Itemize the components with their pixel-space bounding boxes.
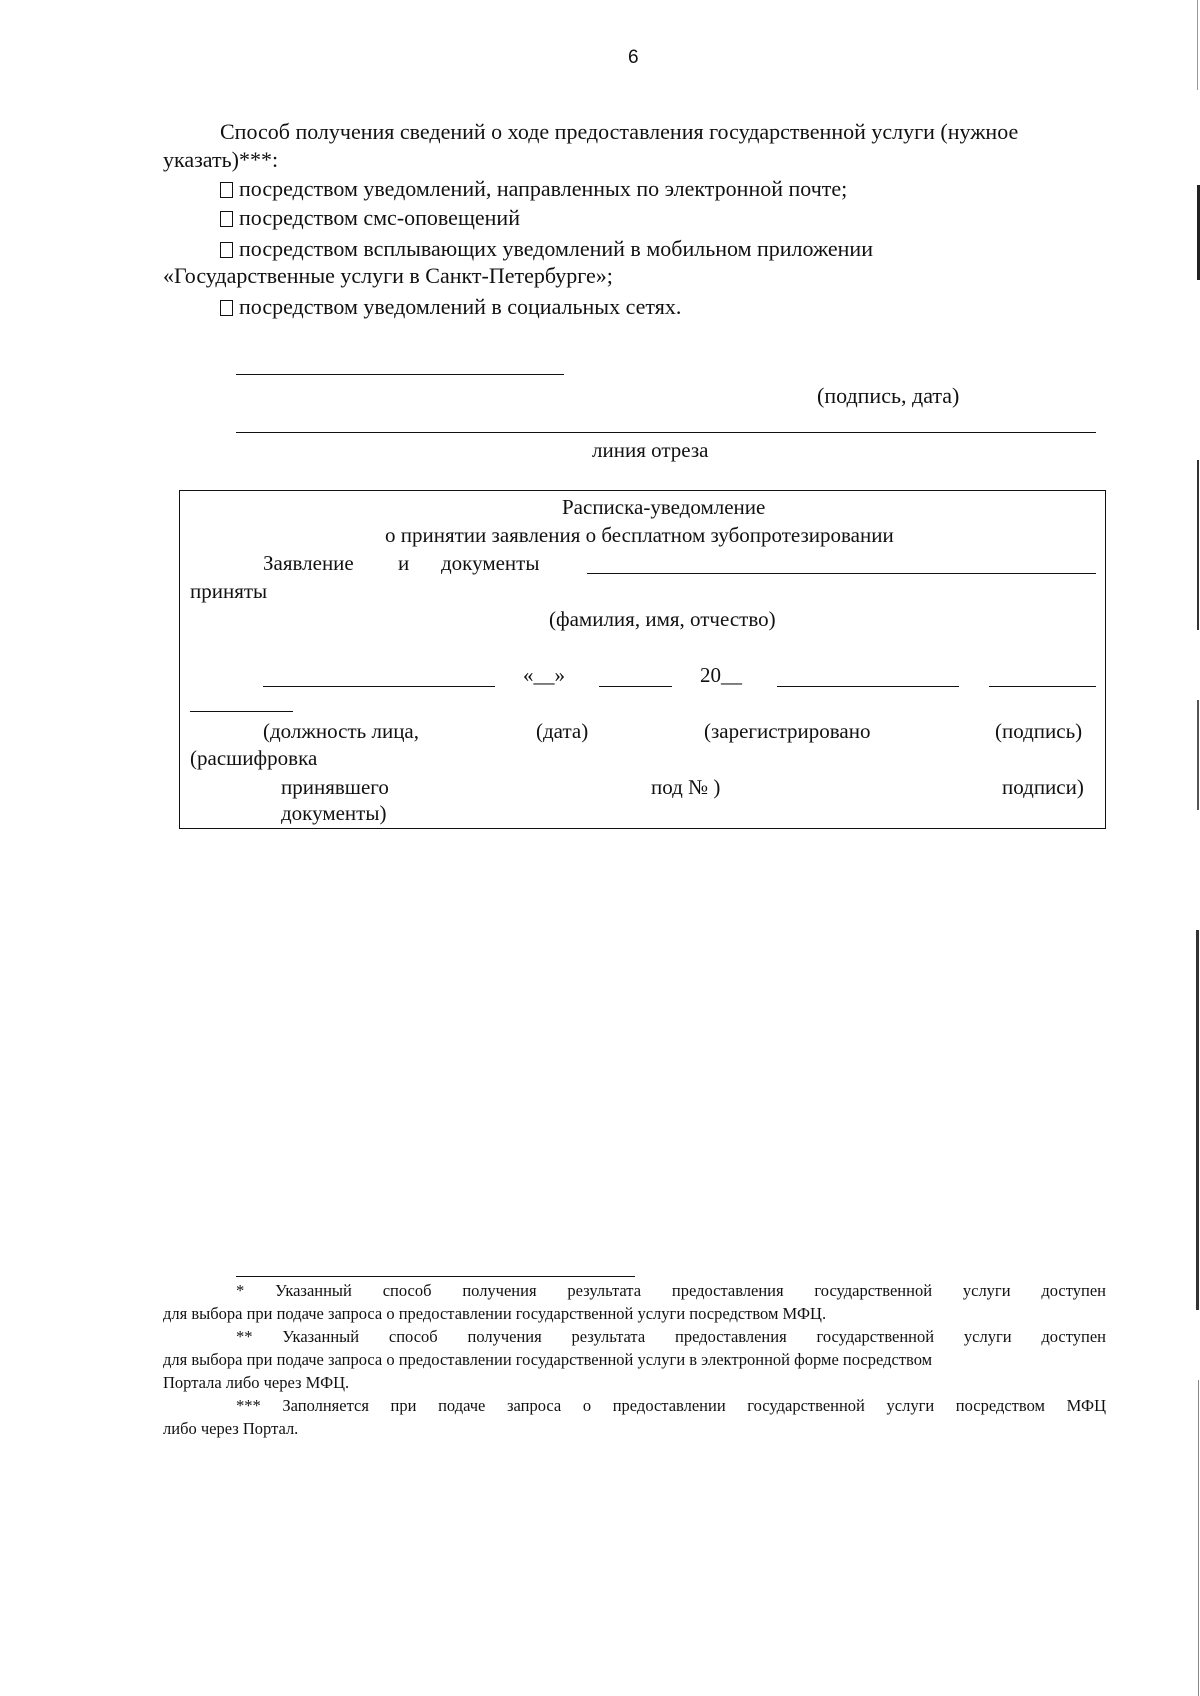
footnote-1: для выбора при подаче запроса о предоставлении государственной услуги посредством МФЦ.	[163, 1304, 827, 1323]
intro-line: Способ получения сведений о ходе предоставления государственной услуги (нужное	[220, 119, 1019, 144]
date-month-line[interactable]	[599, 686, 672, 687]
caption-decode: (расшифровка	[190, 746, 318, 770]
date-day: «__»	[523, 663, 565, 687]
cut-line-label: линия отреза	[592, 438, 709, 462]
footnote-2: для выбора при подаче запроса о предоставлении государственной услуги в электронной форме посредством	[163, 1350, 933, 1369]
registration-line[interactable]	[777, 686, 959, 687]
fio-line[interactable]	[587, 573, 1096, 574]
word-accepted: приняты	[190, 579, 268, 603]
option-mobile-app-cont: «Государственные услуги в Санкт-Петербурге»;	[163, 263, 613, 288]
checkbox[interactable]	[220, 211, 233, 227]
caption-position: (должность лица,	[263, 719, 420, 743]
footnote-1: * Указанный способ получения результата предоставления государственной услуги доступен	[236, 1281, 1106, 1300]
caption-position-cont: документы)	[281, 801, 387, 825]
decode-line[interactable]	[190, 711, 293, 712]
checkbox[interactable]	[220, 242, 233, 258]
date-year: 20__	[700, 663, 742, 687]
checkbox[interactable]	[220, 182, 233, 198]
option-label: посредством уведомлений, направленных по электронной почте;	[239, 176, 848, 201]
caption-signature: (подпись)	[995, 719, 1083, 743]
option-mobile-app	[220, 235, 873, 263]
caption-registered: (зарегистрировано	[704, 719, 871, 743]
caption-position-cont: принявшего	[281, 775, 389, 799]
intro-line: указать)***:	[163, 147, 279, 172]
signature-field-line[interactable]	[989, 686, 1096, 687]
cut-line	[236, 432, 1096, 433]
word-documents: документы	[441, 551, 540, 575]
footnote-2: Портала либо через МФЦ.	[163, 1373, 350, 1392]
footnote-2: ** Указанный способ получения результата предоставления государственной услуги доступен	[236, 1327, 1106, 1346]
receipt-subtitle: о принятии заявления о бесплатном зубопротезировании	[385, 523, 894, 547]
word-statement: Заявление	[263, 551, 354, 575]
option-social	[220, 293, 681, 321]
footnote-separator	[236, 1276, 635, 1277]
footnote-3: *** Заполняется при подаче запроса о предоставлении государственной услуги посредством МФЦ	[236, 1396, 1106, 1415]
word-and: и	[398, 551, 410, 575]
footnote-3: либо через Портал.	[163, 1419, 299, 1438]
caption-date: (дата)	[536, 719, 589, 743]
caption-decode-cont: подписи)	[1002, 775, 1084, 799]
signature-line[interactable]	[236, 374, 564, 375]
option-label: посредством всплывающих уведомлений в мобильном приложении	[239, 236, 873, 261]
receipt-title: Расписка-уведомление	[562, 495, 766, 519]
option-label: посредством уведомлений в социальных сетях.	[239, 294, 682, 319]
option-label: посредством смс-оповещений	[239, 205, 520, 230]
option-sms	[220, 204, 520, 232]
caption-registered-cont: под № )	[651, 775, 721, 799]
fio-caption: (фамилия, имя, отчество)	[549, 607, 776, 631]
checkbox[interactable]	[220, 300, 233, 316]
position-line[interactable]	[263, 686, 495, 687]
page-number: 6	[628, 47, 639, 68]
option-email	[220, 175, 847, 203]
signature-caption: (подпись, дата)	[817, 383, 960, 408]
